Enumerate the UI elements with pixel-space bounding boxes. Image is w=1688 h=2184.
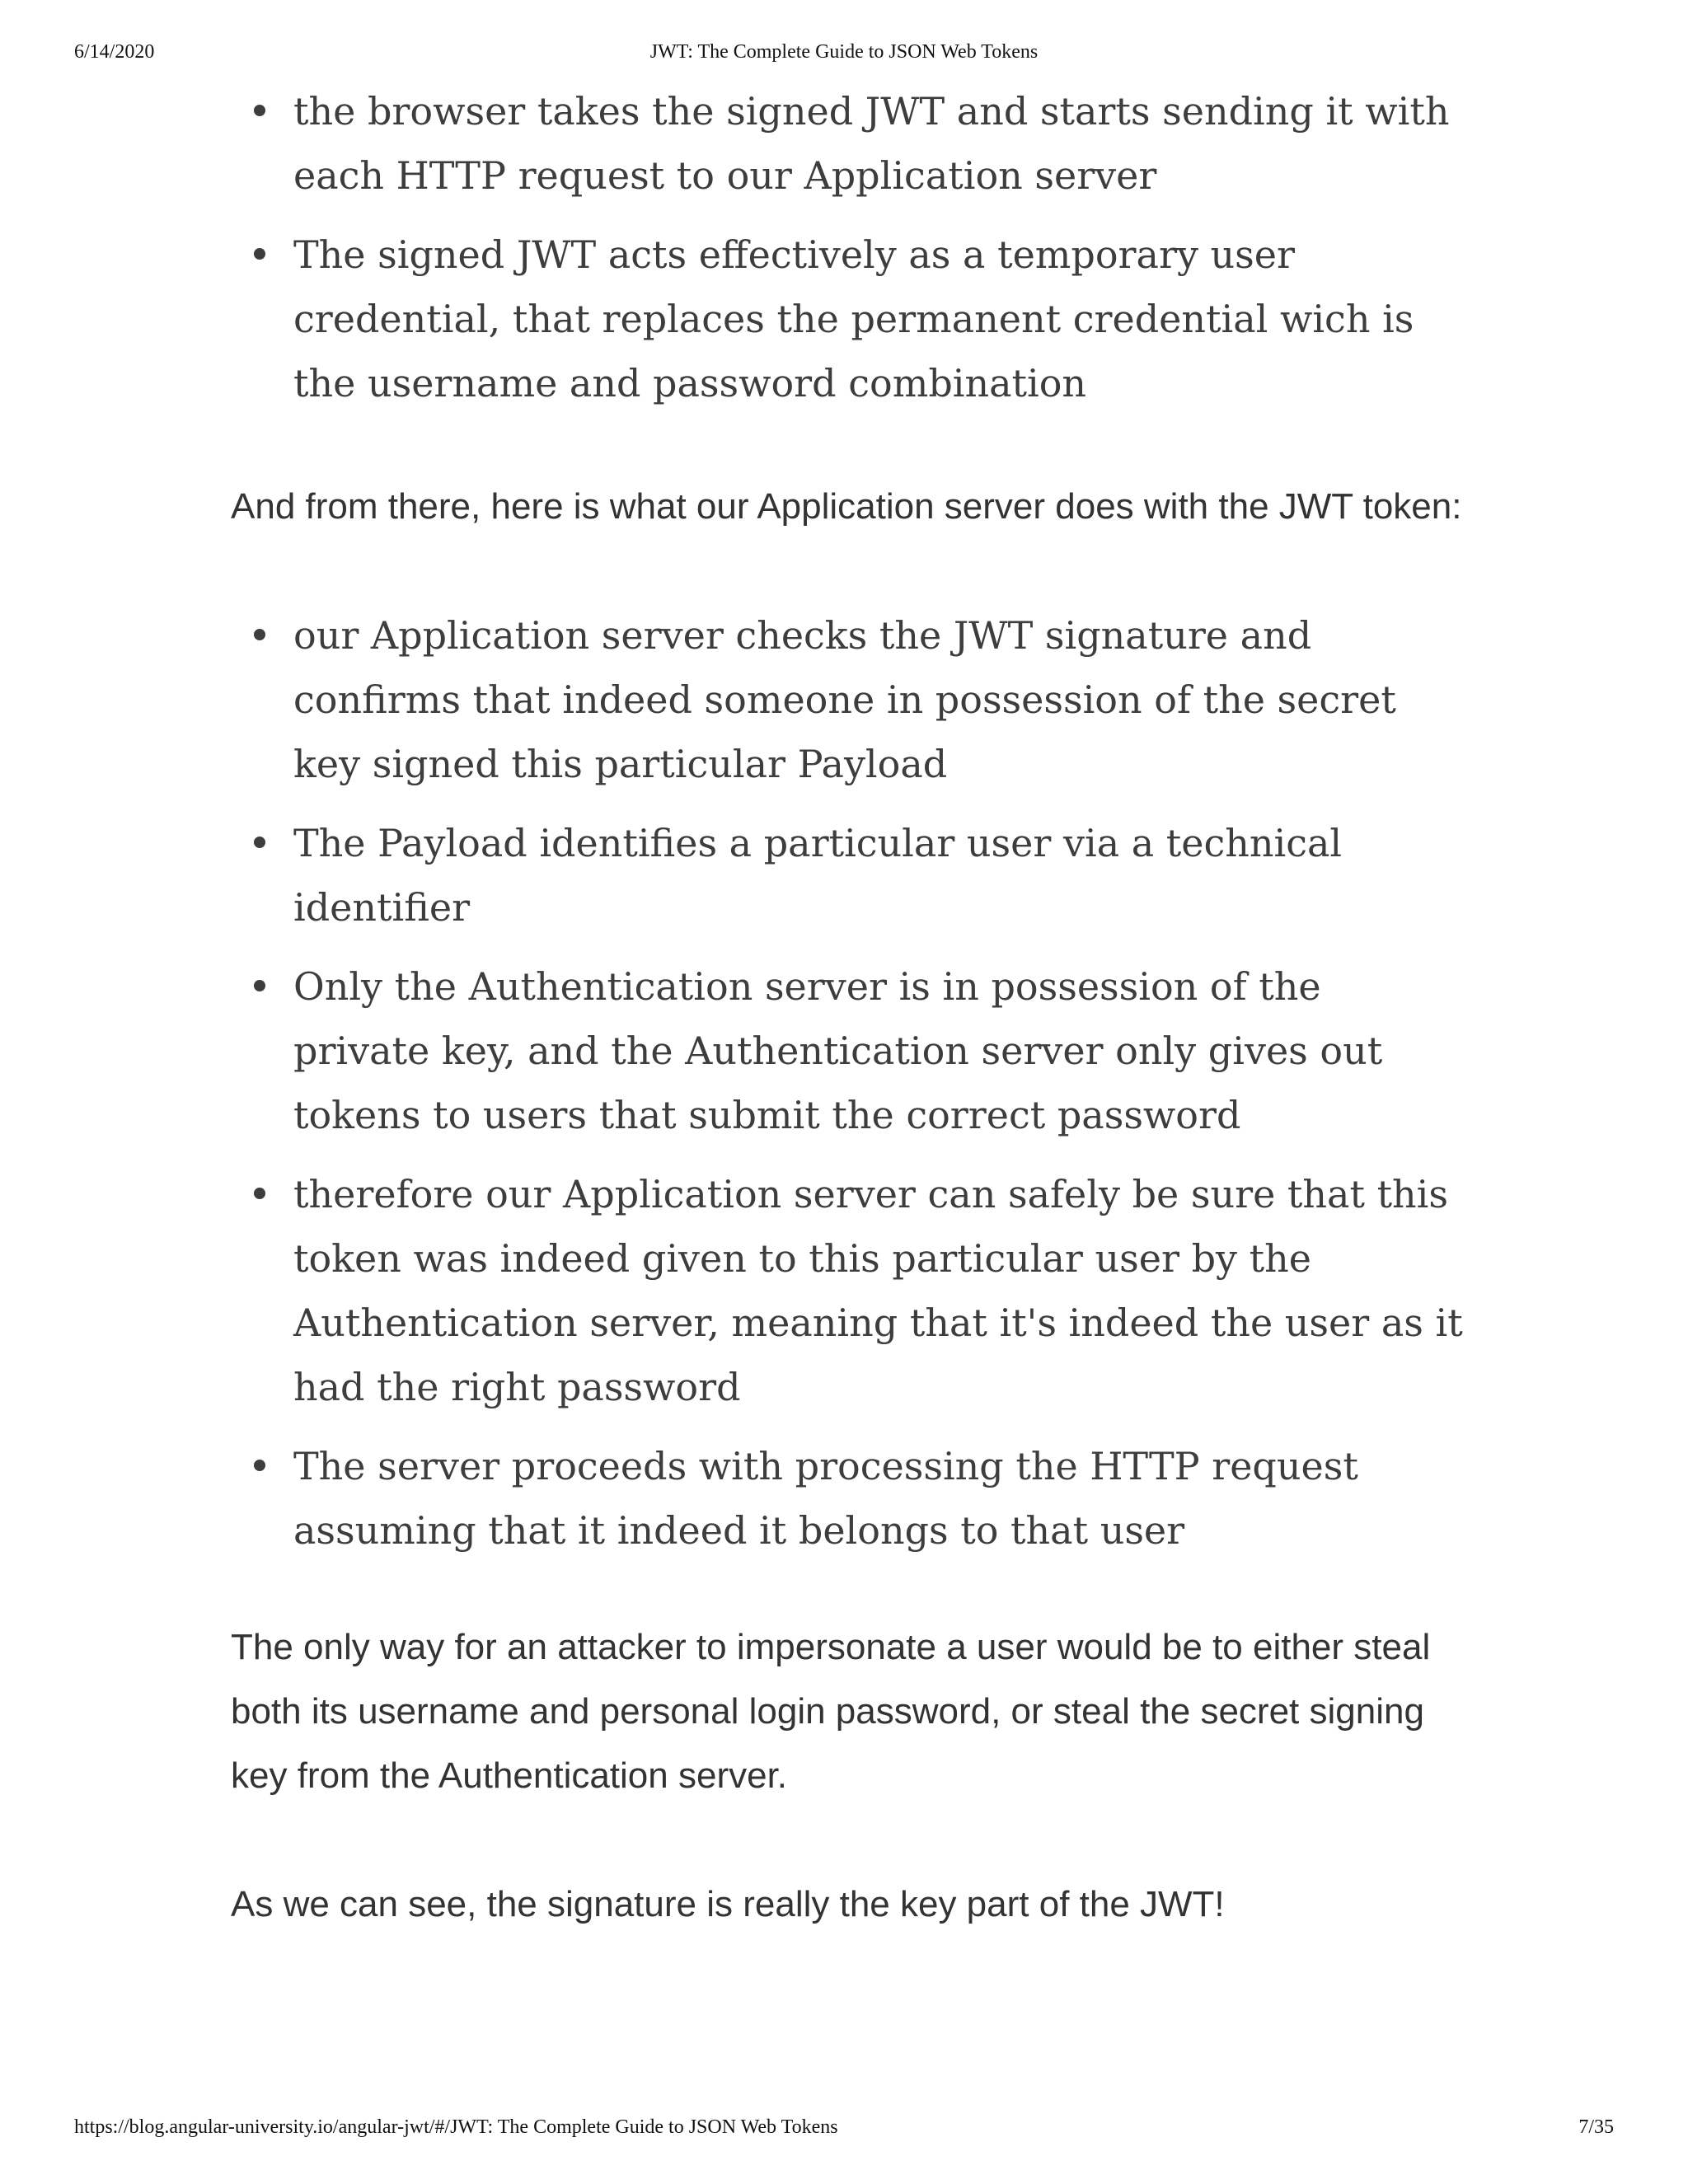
- bullet-icon: [254, 1460, 265, 1471]
- bullet-icon: [254, 1188, 265, 1199]
- print-date: 6/14/2020: [74, 41, 155, 63]
- print-footer: [0, 2116, 1688, 2144]
- print-header: [0, 41, 1688, 69]
- bullet-icon: [254, 980, 265, 991]
- page-number: 7/35: [1578, 2116, 1614, 2138]
- bullet-icon: [254, 105, 265, 116]
- print-page-title: JWT: The Complete Guide to JSON Web Tokens: [649, 41, 1039, 63]
- list-item-text: our Application server checks the JWT signature and confirms that indeed someone in possession of the secret key signed this particular Payload: [293, 613, 1396, 786]
- list-item: [293, 954, 1464, 1147]
- bullet-list-browser-steps: [231, 79, 1467, 415]
- paragraph-attacker: The only way for an attacker to impersonate a user would be to either steal both its username and personal login password, or steal the secret signing key from the Authentication server.: [231, 1627, 1431, 1796]
- paragraph-intro-server: And from there, here is what our Application server does with the JWT token:: [231, 486, 1462, 527]
- bullet-icon: [254, 837, 265, 848]
- list-item: [293, 603, 1464, 796]
- article-body: [231, 79, 1467, 1937]
- list-item-text: The server proceeds with processing the HTTP request assuming that it indeed it belongs to that user: [293, 1444, 1358, 1553]
- list-item-text: Only the Authentication server is in possession of the private key, and the Authentication server only gives out tokens to users that submit the correct password: [293, 964, 1383, 1137]
- paragraph-conclusion: As we can see, the signature is really the key part of the JWT!: [231, 1884, 1225, 1924]
- list-item: [293, 1434, 1464, 1563]
- bullet-icon: [254, 248, 265, 260]
- list-item: [293, 1162, 1464, 1419]
- list-item-text: The Payload identifies a particular user via a technical identifier: [293, 821, 1343, 930]
- bullet-icon: [254, 629, 265, 640]
- list-item-text: the browser takes the signed JWT and starts sending it with each HTTP request to our Application server: [293, 89, 1450, 198]
- print-url: https://blog.angular-university.io/angular-jwt/#/JWT: The Complete Guide to JSON Web Tokens: [74, 2116, 838, 2138]
- list-item: [293, 223, 1464, 415]
- list-item-text: The signed JWT acts effectively as a temporary user credential, that replaces the permanent credential wich is the username and password combination: [293, 232, 1414, 405]
- bullet-list-server-steps: [231, 603, 1467, 1563]
- list-item-text: therefore our Application server can safely be sure that this token was indeed given to this particular user by the Authentication server, meaning that it's indeed the user as it had the right password: [293, 1172, 1463, 1409]
- list-item: [293, 79, 1464, 208]
- list-item: [293, 811, 1464, 940]
